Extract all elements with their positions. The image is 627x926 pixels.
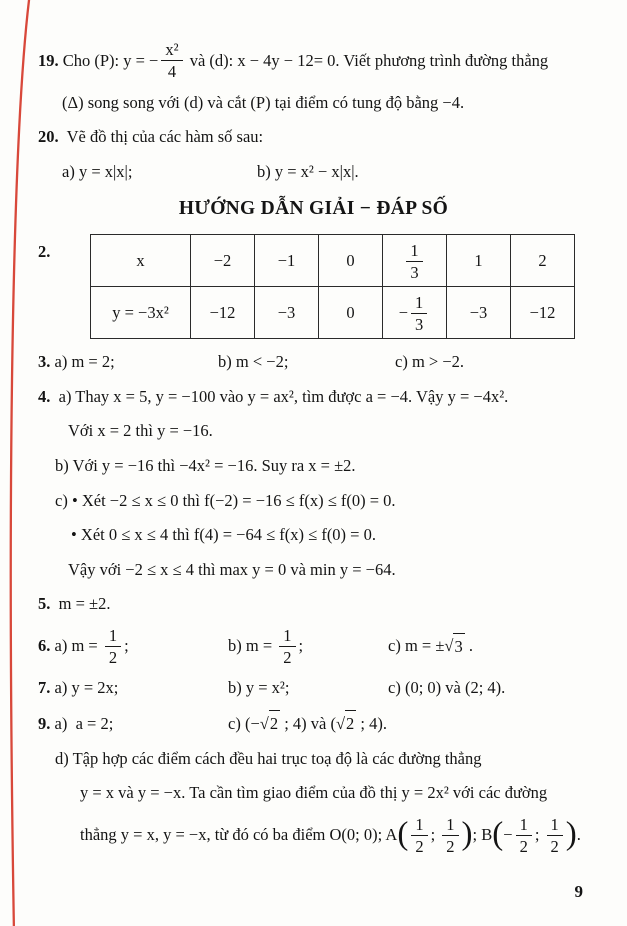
answer-7-a-text: a) y = 2x; — [50, 678, 119, 698]
table-cell: −1 — [255, 235, 319, 287]
answer-3 — [38, 349, 589, 375]
answer-3-number: 3. — [38, 352, 51, 372]
answer-9-c-p1: c) (−√ — [228, 713, 269, 733]
fraction-numerator: 1 — [547, 815, 563, 836]
fraction-one-third — [403, 241, 425, 282]
table-cell-fraction — [383, 235, 447, 287]
answer-6-part-c — [388, 633, 473, 660]
answer-7 — [38, 675, 589, 701]
fraction — [406, 241, 422, 282]
table-cell: x — [91, 235, 191, 287]
fraction-numerator: 1 — [516, 815, 532, 836]
fraction-numerator: 1 — [442, 815, 458, 836]
answer-9-d3-mid: ; B — [472, 825, 493, 845]
fraction-numerator: 1 — [411, 815, 427, 836]
fraction-one-half — [411, 815, 427, 856]
answer-9-line1 — [38, 710, 589, 737]
sqrt-radicand: 3 — [453, 633, 464, 660]
answer-4-a2-text: Với x = 2 thì y = −16. — [68, 421, 213, 441]
page-spine-red-line — [0, 0, 42, 926]
answer-9-part-a — [38, 711, 228, 737]
fraction-denominator: 2 — [415, 837, 424, 856]
separator: ; — [534, 825, 544, 845]
answer-4-c2-text: • Xét 0 ≤ x ≤ 4 thì f(4) = −64 ≤ f(x) ≤ f(0) = 0. — [71, 525, 376, 545]
open-paren: ( — [492, 816, 504, 853]
table-cell: −3 — [447, 287, 511, 339]
answer-4-line-a2 — [38, 418, 589, 444]
answer-6-c-post: . — [464, 636, 473, 656]
answer-9-number: 9. — [38, 713, 51, 733]
answer-4-a1-text: a) Thay x = 5, y = −100 vào y = ax², tìm được a = −4. Vậy y = −4x². — [54, 386, 509, 406]
problem-19-text-post: và (d): x − 4y − 12= 0. Viết phương trình đường thẳng — [185, 50, 549, 70]
answer-9-d1-text: d) Tập hợp các điểm cách đều hai trục toạ độ là các đường thẳng — [55, 748, 482, 768]
problem-20-part-b: b) y = x² − x|x|. — [257, 161, 359, 181]
book-page-content — [38, 40, 589, 864]
minus-sign: − — [398, 302, 409, 322]
answer-6-a-post: ; — [124, 636, 129, 656]
fraction-denominator: 4 — [167, 62, 177, 82]
answer-6-b-post: ; — [298, 636, 304, 656]
answer-4-line-a1 — [38, 384, 589, 410]
fraction-denominator: 2 — [550, 837, 559, 856]
close-paren: ) — [565, 816, 577, 853]
answer-6-c-pre: c) m = ±√ — [388, 636, 454, 656]
answer-9-d-line2 — [38, 780, 589, 806]
problem-20-text: Vẽ đồ thị của các hàm số sau: — [62, 127, 264, 147]
solutions-heading: HƯỚNG DẪN GIẢI − ĐÁP SỐ — [178, 198, 449, 220]
fraction-x2-over-4 — [161, 40, 182, 81]
answer-9-d2-text: y = x và y = −x. Ta cần tìm giao điểm của đồ thị y = 2x² với các đường — [80, 783, 548, 803]
table-cell: 1 — [447, 235, 511, 287]
fraction-numerator: 1 — [105, 626, 121, 647]
answer-9-part-c — [228, 710, 387, 737]
table-cell: −12 — [191, 287, 255, 339]
table-cell: −2 — [191, 235, 255, 287]
table-cell: −12 — [511, 287, 575, 339]
answer-9-c-p3: ; 4). — [356, 713, 387, 733]
fraction-numerator: 1 — [411, 293, 427, 314]
fraction-one-half — [516, 815, 532, 856]
table-cell: 2 — [511, 235, 575, 287]
fraction-denominator: 2 — [446, 837, 455, 856]
fraction-one-half — [105, 626, 121, 667]
answer-3-part-b: b) m < −2; — [218, 352, 289, 372]
fraction-negative-one-third — [399, 293, 431, 334]
fraction-one-half — [279, 626, 295, 667]
answer-7-part-a — [38, 675, 228, 701]
problem-19-line2 — [38, 90, 589, 116]
answer-6 — [38, 626, 589, 667]
answer-7-number: 7. — [38, 678, 51, 698]
answer-4-line-c1 — [38, 488, 589, 514]
fraction-one-half — [442, 815, 458, 856]
answer-9-a-text: a) a = 2; — [50, 713, 114, 733]
problem-20-number: 20. — [38, 127, 59, 147]
fraction-one-half — [547, 815, 563, 856]
minus-sign: − — [503, 825, 513, 845]
fraction-numerator: x² — [161, 40, 182, 61]
problem-19-text-pre: Cho (P): y = − — [58, 50, 159, 70]
answer-4-b-text: b) Với y = −16 thì −4x² = −16. Suy ra x = ±2. — [55, 456, 356, 475]
answer-4-c3-text: Vậy với −2 ≤ x ≤ 4 thì max y = 0 và min y = −64. — [68, 559, 396, 579]
answer-2 — [38, 234, 589, 339]
answer-3-part-c: c) m > −2. — [395, 352, 465, 372]
problem-20-line1 — [38, 124, 589, 150]
answer-9-d-line3 — [38, 815, 589, 856]
answer-7-part-c: c) (0; 0) và (2; 4). — [388, 678, 506, 698]
problem-20-line2 — [38, 159, 589, 185]
sqrt-radicand: 2 — [269, 710, 280, 737]
fraction-denominator: 2 — [108, 648, 118, 668]
problem-19-text-line2: (Δ) song song với (d) và cắt (P) tại điểm có tung độ bằng −4. — [62, 92, 465, 112]
answer-9-c-p2: ; 4) và (√ — [280, 713, 346, 733]
answer-7-part-b: b) y = x²; — [228, 678, 290, 698]
fraction-denominator: 2 — [519, 837, 528, 856]
fraction-denominator: 3 — [415, 314, 424, 334]
fraction — [411, 293, 427, 334]
answer-4-line-c3 — [38, 557, 589, 583]
answer-5 — [38, 591, 589, 617]
answer-3-a-text: a) m = 2; — [50, 352, 115, 372]
problem-19-line1 — [38, 40, 589, 81]
close-paren: ) — [461, 816, 473, 853]
problem-19-number: 19. — [38, 50, 59, 70]
table-row-x — [91, 235, 575, 287]
table-cell-fraction — [383, 287, 447, 339]
answer-6-a-pre: a) m = — [50, 636, 102, 656]
table-row-y — [91, 287, 575, 339]
problem-20-part-a: a) y = x|x|; — [62, 161, 133, 181]
fraction-numerator: 1 — [406, 241, 422, 262]
answer-5-text: m = ±2. — [54, 594, 111, 614]
open-paren: ( — [397, 816, 409, 853]
answer-9-d3-text: thẳng y = x, y = −x, từ đó có ba điểm O(0; 0); A — [80, 825, 398, 845]
answer-4-line-c2 — [38, 522, 589, 548]
answer-6-part-a — [38, 626, 228, 667]
answer-6-b-pre: b) m = — [228, 636, 277, 656]
answer-5-number: 5. — [38, 594, 51, 614]
answer-2-number: 2. — [38, 242, 51, 262]
separator: ; — [430, 825, 440, 845]
table-cell: −3 — [255, 287, 319, 339]
page-number: 9 — [574, 882, 583, 901]
answer-9-d-line1 — [38, 746, 589, 772]
table-cell: y = −3x² — [91, 287, 191, 339]
answer-4-c1-text: c) • Xét −2 ≤ x ≤ 0 thì f(−2) = −16 ≤ f(x) ≤ f(0) = 0. — [55, 490, 396, 510]
values-table — [90, 234, 575, 339]
answer-6-part-b — [228, 626, 388, 667]
period: . — [576, 825, 581, 845]
table-cell: 0 — [319, 235, 383, 287]
fraction-denominator: 2 — [283, 648, 292, 668]
answer-3-part-a — [38, 349, 218, 375]
fraction-denominator: 3 — [410, 262, 419, 282]
answer-4-line-b — [38, 453, 589, 479]
answer-6-number: 6. — [38, 636, 51, 656]
sqrt-radicand: 2 — [345, 710, 356, 737]
answer-4-number: 4. — [38, 386, 51, 406]
table-cell: 0 — [319, 287, 383, 339]
fraction-numerator: 1 — [279, 626, 295, 647]
